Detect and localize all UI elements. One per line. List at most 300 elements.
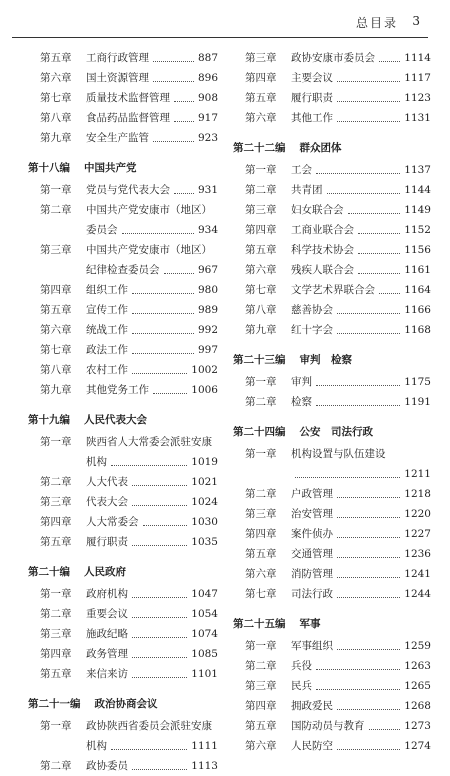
chapter-number: 第五章 xyxy=(245,548,277,560)
page-ref: 1131 xyxy=(404,112,431,124)
chapter-title: 政协陕西省委员会派驻安康 xyxy=(86,720,212,732)
page-ref: 1168 xyxy=(404,324,431,336)
toc-entry[interactable] xyxy=(233,260,431,280)
chapter-number: 第四章 xyxy=(245,224,277,236)
toc-entry[interactable] xyxy=(233,676,431,696)
dot-leader xyxy=(122,220,194,234)
dot-leader xyxy=(295,464,400,478)
page-ref: 1035 xyxy=(191,536,218,548)
page-ref: 1227 xyxy=(404,528,431,540)
chapter-number: 第二章 xyxy=(245,660,277,672)
chapter-title: 红十字会 xyxy=(291,324,333,336)
toc-entry[interactable] xyxy=(28,200,218,220)
toc-entry[interactable] xyxy=(233,88,431,108)
dot-leader xyxy=(132,604,187,618)
page-ref: 896 xyxy=(197,72,218,84)
toc-entry[interactable] xyxy=(233,68,431,88)
page-ref: 1211 xyxy=(404,468,431,480)
dot-leader xyxy=(174,88,194,102)
page-ref: 917 xyxy=(197,112,218,124)
chapter-title: 国防动员与教育 xyxy=(291,720,365,732)
dot-leader xyxy=(379,280,400,294)
page-ref: 997 xyxy=(197,344,218,356)
toc-left-column xyxy=(28,48,218,776)
page-ref: 1002 xyxy=(191,364,218,376)
running-title: 总目录 xyxy=(355,16,398,30)
dot-leader xyxy=(337,544,400,558)
dot-leader xyxy=(143,512,188,526)
chapter-title: 统战工作 xyxy=(86,324,128,336)
toc-entry-continuation[interactable] xyxy=(28,260,218,280)
page-ref: 1161 xyxy=(404,264,431,276)
part-title: 军事 xyxy=(299,618,321,630)
toc-entry[interactable] xyxy=(233,544,431,564)
chapter-number: 第五章 xyxy=(40,536,72,548)
chapter-title: 共青团 xyxy=(291,184,323,196)
chapter-title: 宣传工作 xyxy=(86,304,128,316)
toc-entry[interactable] xyxy=(233,320,431,340)
part-heading[interactable] xyxy=(28,696,218,716)
page-ref: 1164 xyxy=(404,284,431,296)
toc-entry[interactable] xyxy=(28,472,218,492)
dot-leader xyxy=(111,736,187,750)
chapter-title: 检察 xyxy=(291,396,312,408)
dot-leader xyxy=(337,584,400,598)
chapter-number: 第八章 xyxy=(40,112,72,124)
chapter-number: 第二章 xyxy=(245,396,277,408)
part-title: 政治协商会议 xyxy=(94,698,158,710)
chapter-title: 军事组织 xyxy=(291,640,333,652)
chapter-title: 重要会议 xyxy=(86,608,128,620)
chapter-number: 第七章 xyxy=(245,588,277,600)
chapter-title: 陕西省人大常委会派驻安康 xyxy=(86,436,212,448)
toc-entry-continuation[interactable] xyxy=(28,220,218,240)
page-ref: 1006 xyxy=(191,384,218,396)
toc-entry[interactable] xyxy=(28,624,218,644)
dot-leader xyxy=(132,624,187,638)
chapter-title: 纪律检查委员会 xyxy=(86,264,160,276)
toc-entry[interactable] xyxy=(233,300,431,320)
toc-entry[interactable] xyxy=(233,280,431,300)
chapter-number: 第四章 xyxy=(245,72,277,84)
page-ref: 1123 xyxy=(404,92,431,104)
chapter-number: 第四章 xyxy=(245,700,277,712)
chapter-number: 第五章 xyxy=(40,304,72,316)
page-header xyxy=(0,0,450,42)
page-ref: 1263 xyxy=(404,660,431,672)
chapter-title: 兵役 xyxy=(291,660,312,672)
page-ref: 1117 xyxy=(404,72,431,84)
toc-entry[interactable] xyxy=(28,280,218,300)
chapter-title: 工商行政管理 xyxy=(86,52,149,64)
toc-entry[interactable] xyxy=(28,380,218,400)
dot-leader xyxy=(153,48,194,62)
part-heading[interactable] xyxy=(28,564,218,584)
chapter-number: 第一章 xyxy=(245,448,277,460)
page-ref: 1191 xyxy=(404,396,431,408)
toc-entry[interactable] xyxy=(28,604,218,624)
page-ref: 1274 xyxy=(404,740,431,752)
chapter-title: 委员会 xyxy=(86,224,118,236)
page-ref: 1085 xyxy=(191,648,218,660)
chapter-number: 第八章 xyxy=(245,304,277,316)
chapter-number: 第四章 xyxy=(245,528,277,540)
chapter-title: 质量技术监督管理 xyxy=(86,92,170,104)
chapter-title: 交通管理 xyxy=(291,548,333,560)
dot-leader xyxy=(337,320,400,334)
toc-entry[interactable] xyxy=(233,716,431,736)
page-ref: 1152 xyxy=(404,224,431,236)
section-gap xyxy=(28,552,218,564)
page-ref: 992 xyxy=(197,324,218,336)
page-ref: 1268 xyxy=(404,700,431,712)
page-ref: 1030 xyxy=(191,516,218,528)
chapter-title: 中国共产党安康市（地区） xyxy=(86,244,212,256)
chapter-number: 第一章 xyxy=(245,640,277,652)
chapter-title: 代表大会 xyxy=(86,496,128,508)
part-heading[interactable] xyxy=(233,352,431,372)
dot-leader xyxy=(132,532,187,546)
part-title: 人民政府 xyxy=(84,566,126,578)
chapter-title: 政法工作 xyxy=(86,344,128,356)
chapter-number: 第一章 xyxy=(245,164,277,176)
chapter-title: 残疾人联合会 xyxy=(291,264,354,276)
chapter-number: 第三章 xyxy=(40,496,72,508)
part-heading[interactable] xyxy=(233,140,431,160)
toc-entry[interactable] xyxy=(233,392,431,412)
chapter-title: 工商业联合会 xyxy=(291,224,354,236)
page-ref: 1265 xyxy=(404,680,431,692)
toc-entry[interactable] xyxy=(233,656,431,676)
part-title: 人民代表大会 xyxy=(84,414,147,426)
dot-leader xyxy=(153,68,194,82)
chapter-number: 第六章 xyxy=(245,264,277,276)
chapter-title: 履行职责 xyxy=(291,92,333,104)
dot-leader xyxy=(132,492,187,506)
chapter-title: 审判 xyxy=(291,376,312,388)
chapter-title: 国土资源管理 xyxy=(86,72,149,84)
chapter-number: 第四章 xyxy=(40,516,72,528)
chapter-title: 案件侦办 xyxy=(291,528,333,540)
part-number: 第十九编 xyxy=(28,414,70,426)
toc-entry[interactable] xyxy=(28,432,218,452)
chapter-title: 科学技术协会 xyxy=(291,244,354,256)
chapter-title: 安全生产监管 xyxy=(86,132,149,144)
dot-leader xyxy=(132,340,194,354)
toc-entry[interactable] xyxy=(233,200,431,220)
dot-leader xyxy=(337,68,400,82)
dot-leader xyxy=(337,300,400,314)
dot-leader xyxy=(316,676,400,690)
dot-leader xyxy=(358,260,400,274)
toc-entry[interactable] xyxy=(233,160,431,180)
toc-entry[interactable] xyxy=(233,180,431,200)
chapter-number: 第五章 xyxy=(40,52,72,64)
chapter-number: 第二章 xyxy=(40,476,72,488)
section-gap xyxy=(28,684,218,696)
chapter-title: 治安管理 xyxy=(291,508,333,520)
chapter-title: 工会 xyxy=(291,164,312,176)
chapter-number: 第三章 xyxy=(245,204,277,216)
toc-entry-continuation[interactable] xyxy=(28,452,218,472)
chapter-number: 第九章 xyxy=(245,324,277,336)
page-ref: 980 xyxy=(197,284,218,296)
page-ref: 1236 xyxy=(404,548,431,560)
toc-entry[interactable] xyxy=(233,48,431,68)
part-title: 审判 检察 xyxy=(299,354,352,366)
dot-leader xyxy=(132,280,194,294)
toc-entry[interactable] xyxy=(28,68,218,88)
toc-entry[interactable] xyxy=(233,736,431,756)
page-ref: 1024 xyxy=(191,496,218,508)
dot-leader xyxy=(153,380,187,394)
toc-entry[interactable] xyxy=(233,504,431,524)
chapter-title: 党员与党代表大会 xyxy=(86,184,170,196)
toc-entry[interactable] xyxy=(28,492,218,512)
chapter-title: 施政纪略 xyxy=(86,628,128,640)
chapter-number: 第六章 xyxy=(40,324,72,336)
toc-entry[interactable] xyxy=(233,220,431,240)
section-gap xyxy=(233,340,431,352)
toc-entry[interactable] xyxy=(28,128,218,148)
section-gap xyxy=(233,128,431,140)
dot-leader xyxy=(132,644,187,658)
toc-entry[interactable] xyxy=(28,664,218,684)
dot-leader xyxy=(337,484,400,498)
chapter-number: 第二章 xyxy=(245,488,277,500)
toc-entry[interactable] xyxy=(233,484,431,504)
page-ref: 1156 xyxy=(404,244,431,256)
chapter-number: 第二章 xyxy=(40,760,72,772)
page-ref: 1244 xyxy=(404,588,431,600)
toc-entry[interactable] xyxy=(28,88,218,108)
chapter-title: 拥政爱民 xyxy=(291,700,333,712)
dot-leader xyxy=(348,200,401,214)
toc-entry[interactable] xyxy=(28,532,218,552)
chapter-title: 食品药品监督管理 xyxy=(86,112,170,124)
header-rule xyxy=(12,37,428,38)
chapter-title: 政务管理 xyxy=(86,648,128,660)
toc-right-column xyxy=(233,48,431,756)
chapter-title: 政协安康市委员会 xyxy=(291,52,375,64)
toc-entry[interactable] xyxy=(233,564,431,584)
chapter-title: 人大代表 xyxy=(86,476,128,488)
toc-entry[interactable] xyxy=(28,180,218,200)
toc-entry[interactable] xyxy=(233,240,431,260)
page-ref: 923 xyxy=(197,132,218,144)
page-ref: 1144 xyxy=(404,184,431,196)
chapter-title: 人大常委会 xyxy=(86,516,139,528)
toc-entry[interactable] xyxy=(233,636,431,656)
dot-leader xyxy=(153,128,194,142)
page-ref: 1114 xyxy=(404,52,431,64)
page-ref: 1047 xyxy=(191,588,218,600)
page-ref: 1137 xyxy=(404,164,431,176)
chapter-number: 第七章 xyxy=(40,344,72,356)
chapter-number: 第三章 xyxy=(245,508,277,520)
part-number: 第二十一编 xyxy=(28,698,81,710)
page-ref: 1218 xyxy=(404,488,431,500)
page-ref: 1054 xyxy=(191,608,218,620)
chapter-title: 政协委员 xyxy=(86,760,128,772)
chapter-title: 妇女联合会 xyxy=(291,204,344,216)
chapter-number: 第一章 xyxy=(245,376,277,388)
chapter-title: 机构设置与队伍建设 xyxy=(291,448,386,460)
toc-entry[interactable] xyxy=(233,372,431,392)
part-number: 第二十四编 xyxy=(233,426,286,438)
chapter-number: 第六章 xyxy=(245,568,277,580)
part-heading[interactable] xyxy=(28,412,218,432)
toc-entry[interactable] xyxy=(28,240,218,260)
dot-leader xyxy=(164,260,194,274)
page-ref: 1113 xyxy=(191,760,218,772)
chapter-title: 消防管理 xyxy=(291,568,333,580)
toc-entry[interactable] xyxy=(28,340,218,360)
page-ref: 1259 xyxy=(404,640,431,652)
dot-leader xyxy=(132,360,187,374)
chapter-title: 其他党务工作 xyxy=(86,384,149,396)
toc-entry[interactable] xyxy=(233,444,431,464)
dot-leader xyxy=(132,664,187,678)
chapter-title: 履行职责 xyxy=(86,536,128,548)
chapter-title: 文学艺术界联合会 xyxy=(291,284,375,296)
page-ref: 1220 xyxy=(404,508,431,520)
chapter-number: 第五章 xyxy=(245,92,277,104)
dot-leader xyxy=(111,452,187,466)
part-title: 群众团体 xyxy=(299,142,342,154)
part-heading[interactable] xyxy=(28,160,218,180)
chapter-title: 户政管理 xyxy=(291,488,333,500)
dot-leader xyxy=(337,504,400,518)
chapter-number: 第六章 xyxy=(245,740,277,752)
dot-leader xyxy=(337,696,400,710)
page-ref: 908 xyxy=(197,92,218,104)
section-gap xyxy=(233,604,431,616)
chapter-title: 中国共产党安康市（地区） xyxy=(86,204,212,216)
part-title: 公安 司法行政 xyxy=(299,426,373,438)
chapter-title: 司法行政 xyxy=(291,588,333,600)
toc-entry[interactable] xyxy=(28,360,218,380)
page-ref: 989 xyxy=(197,304,218,316)
dot-leader xyxy=(132,320,194,334)
toc-entry[interactable] xyxy=(28,716,218,736)
part-number: 第二十五编 xyxy=(233,618,286,630)
dot-leader xyxy=(327,180,401,194)
chapter-number: 第四章 xyxy=(40,284,72,296)
part-number: 第二十三编 xyxy=(233,354,286,366)
dot-leader xyxy=(369,716,401,730)
dot-leader xyxy=(174,180,194,194)
toc-entry[interactable] xyxy=(233,584,431,604)
chapter-number: 第二章 xyxy=(40,608,72,620)
page-ref: 887 xyxy=(197,52,218,64)
chapter-number: 第六章 xyxy=(40,72,72,84)
page-ref: 1101 xyxy=(191,668,218,680)
chapter-title: 其他工作 xyxy=(291,112,333,124)
dot-leader xyxy=(132,300,194,314)
chapter-number: 第八章 xyxy=(40,364,72,376)
part-title: 中国共产党 xyxy=(84,162,137,174)
chapter-title: 来信来访 xyxy=(86,668,128,680)
page-ref: 931 xyxy=(197,184,218,196)
section-gap xyxy=(28,400,218,412)
toc-entry[interactable] xyxy=(233,696,431,716)
chapter-number: 第四章 xyxy=(40,648,72,660)
chapter-title: 机构 xyxy=(86,456,107,468)
toc-entry-continuation[interactable] xyxy=(28,736,218,756)
chapter-number: 第三章 xyxy=(245,52,277,64)
page-ref: 1149 xyxy=(404,204,431,216)
page-ref: 1166 xyxy=(404,304,431,316)
chapter-number: 第一章 xyxy=(40,184,72,196)
dot-leader xyxy=(358,240,400,254)
toc-entry[interactable] xyxy=(28,320,218,340)
toc-entry[interactable] xyxy=(233,524,431,544)
page-ref: 1273 xyxy=(404,720,431,732)
part-heading[interactable] xyxy=(233,424,431,444)
page-number: 3 xyxy=(412,14,420,28)
chapter-title: 民兵 xyxy=(291,680,312,692)
dot-leader xyxy=(379,48,400,62)
toc-entry[interactable] xyxy=(233,108,431,128)
dot-leader xyxy=(316,392,400,406)
page-ref: 967 xyxy=(197,264,218,276)
part-number: 第二十编 xyxy=(28,566,70,578)
dot-leader xyxy=(132,756,187,770)
chapter-title: 农村工作 xyxy=(86,364,128,376)
page-ref: 934 xyxy=(197,224,218,236)
dot-leader xyxy=(174,108,194,122)
chapter-number: 第二章 xyxy=(245,184,277,196)
dot-leader xyxy=(316,372,400,386)
section-gap xyxy=(28,148,218,160)
toc-entry[interactable] xyxy=(28,644,218,664)
chapter-title: 机构 xyxy=(86,740,107,752)
chapter-number: 第九章 xyxy=(40,132,72,144)
dot-leader xyxy=(337,564,400,578)
toc-entry[interactable] xyxy=(28,584,218,604)
dot-leader xyxy=(316,160,400,174)
toc-entry-continuation[interactable] xyxy=(233,464,431,484)
chapter-title: 慈善协会 xyxy=(291,304,333,316)
page-ref: 1175 xyxy=(404,376,431,388)
chapter-number: 第一章 xyxy=(40,588,72,600)
section-gap xyxy=(233,412,431,424)
chapter-title: 组织工作 xyxy=(86,284,128,296)
toc-entry[interactable] xyxy=(28,756,218,776)
chapter-number: 第一章 xyxy=(40,720,72,732)
toc-entry[interactable] xyxy=(28,300,218,320)
dot-leader xyxy=(337,524,400,538)
chapter-number: 第三章 xyxy=(40,244,72,256)
dot-leader xyxy=(316,656,400,670)
part-number: 第十八编 xyxy=(28,162,70,174)
toc-entry[interactable] xyxy=(28,48,218,68)
chapter-number: 第七章 xyxy=(40,92,72,104)
chapter-title: 人民防空 xyxy=(291,740,333,752)
part-heading[interactable] xyxy=(233,616,431,636)
dot-leader xyxy=(337,636,400,650)
toc-entry[interactable] xyxy=(28,512,218,532)
chapter-title: 政府机构 xyxy=(86,588,128,600)
dot-leader xyxy=(337,736,400,750)
dot-leader xyxy=(132,584,187,598)
dot-leader xyxy=(132,472,187,486)
page-ref: 1241 xyxy=(404,568,431,580)
chapter-title: 主要会议 xyxy=(291,72,333,84)
toc-entry[interactable] xyxy=(28,108,218,128)
page-ref: 1074 xyxy=(191,628,218,640)
